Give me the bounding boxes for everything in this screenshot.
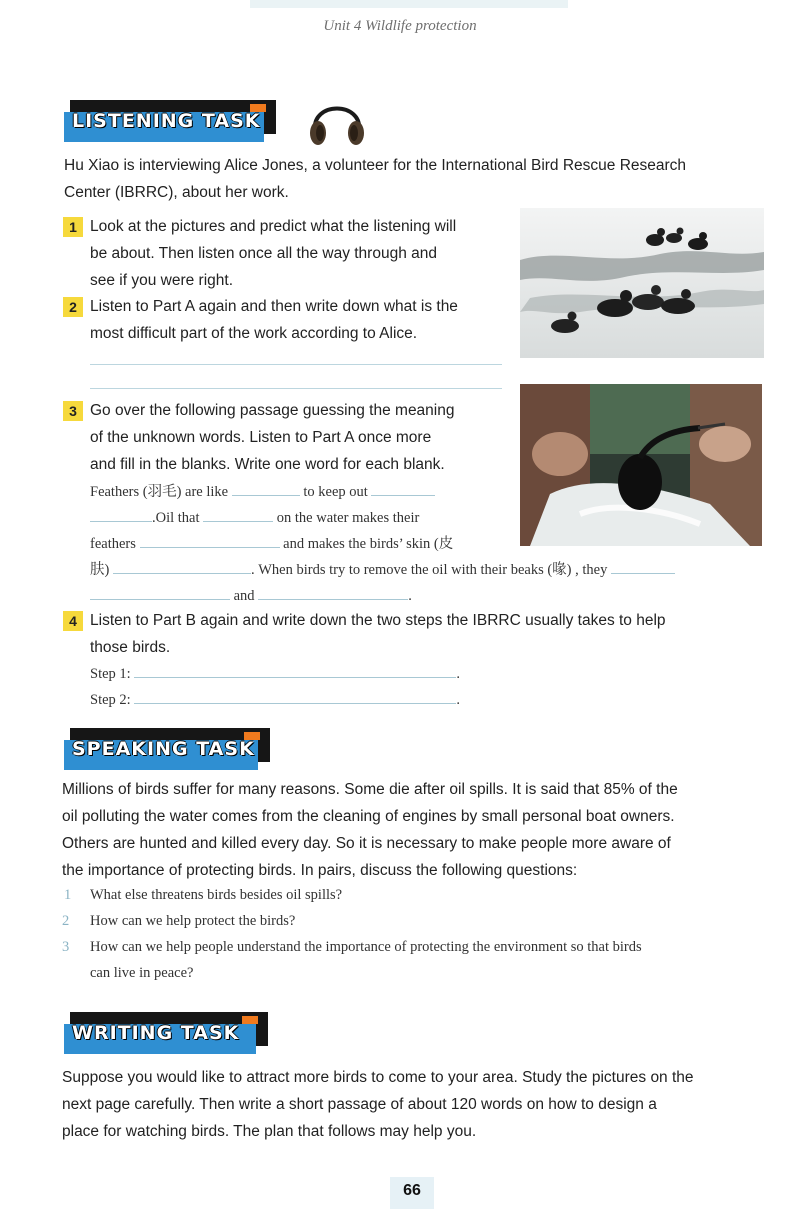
blank-4[interactable] [203,507,273,522]
speaking-q2-number: 2 [62,913,70,929]
unit-title: Unit 4 Wildlife protection [323,18,477,34]
blank-9[interactable] [258,585,408,600]
speaking-q2-text: How can we help protect the birds? [90,913,296,929]
q2-answer-line-1[interactable] [90,364,502,365]
passage-line-4: 肤) . When birds try to remove the oil with their beaks (喙) , they [90,557,675,583]
q2-answer-line-2[interactable] [90,388,502,389]
listening-intro-line2: Center (IBRRC), about her work. [64,184,289,201]
q1-line3: see if you were right. [90,272,234,289]
blank-1[interactable] [232,481,300,496]
step-1-row: Step 1: . [90,661,460,687]
question-2-badge: 2 [63,297,83,317]
writing-para-line3: place for watching birds. The plan that follows may help you. [62,1123,477,1140]
top-decor-bar [250,0,568,8]
blank-7[interactable] [611,559,675,574]
speaking-q1-number: 1 [64,887,72,903]
q4-line2: those birds. [90,639,171,656]
writing-task-banner [64,1012,268,1054]
q1-line1: Look at the pictures and predict what the listening will [90,218,457,235]
step-1-answer[interactable] [134,663,456,678]
oiled-bird-cleaning-photo [520,384,762,546]
passage-line-5: and . [90,583,412,609]
blank-5[interactable] [140,533,280,548]
q4-line1: Listen to Part B again and write down the two steps the IBRRC usually takes to help [90,612,666,629]
speaking-task-banner [64,728,270,770]
speaking-para-line3: Others are hunted and killed every day. So it is necessary to make people more aware of [62,835,671,852]
speaking-para-line1: Millions of birds suffer for many reasons. Some die after oil spills. It is said that 85% of the [62,781,678,798]
page-number: 66 [390,1177,434,1209]
headphones-icon [305,95,369,147]
writing-para-line1: Suppose you would like to attract more birds to come to your area. Study the pictures on the [62,1069,694,1086]
blank-6[interactable] [113,559,251,574]
blank-2[interactable] [371,481,435,496]
listening-task-banner [64,100,276,142]
q1-line2: be about. Then listen once all the way through and [90,245,437,262]
speaking-para-line4: the importance of protecting birds. In pairs, discuss the following questions: [62,862,578,879]
listening-intro-line1: Hu Xiao is interviewing Alice Jones, a volunteer for the International Bird Rescue Research [64,157,687,174]
blank-8[interactable] [90,585,230,600]
speaking-q3-number: 3 [62,939,70,955]
step-2-answer[interactable] [134,689,456,704]
writing-para-line2: next page carefully. Then write a short passage of about 120 words on how to design a [62,1096,657,1113]
step-2-row: Step 2: . [90,687,460,713]
q3-line2: of the unknown words. Listen to Part A once more [90,429,432,446]
q3-line1: Go over the following passage guessing the meaning [90,402,455,419]
question-4-badge: 4 [63,611,83,631]
question-3-badge: 3 [63,401,83,421]
passage-line-1: Feathers (羽毛) are like to keep out [90,479,435,505]
passage-line-2: .Oil that on the water makes their [90,505,419,531]
listening-task-title: LISTENING TASK [72,110,261,132]
speaking-q3-text: How can we help people understand the importance of protecting the environment so that birds [90,939,642,955]
speaking-task-title: SPEAKING TASK [72,738,255,760]
q3-line3: and fill in the blanks. Write one word for each blank. [90,456,445,473]
question-1-badge: 1 [63,217,83,237]
blank-3[interactable] [90,507,152,522]
speaking-q1-text: What else threatens birds besides oil spills? [90,887,343,903]
writing-task-title: WRITING TASK [72,1022,240,1044]
speaking-q3-text-cont: can live in peace? [90,965,194,981]
ducks-on-water-photo [520,208,764,358]
q2-line2: most difficult part of the work according to Alice. [90,325,418,342]
q2-line1: Listen to Part A again and then write down what is the [90,298,458,315]
speaking-para-line2: oil polluting the water comes from the cleaning of engines by small personal boat owners. [62,808,675,825]
passage-line-3: feathers and makes the birds’ skin (皮 [90,531,453,557]
